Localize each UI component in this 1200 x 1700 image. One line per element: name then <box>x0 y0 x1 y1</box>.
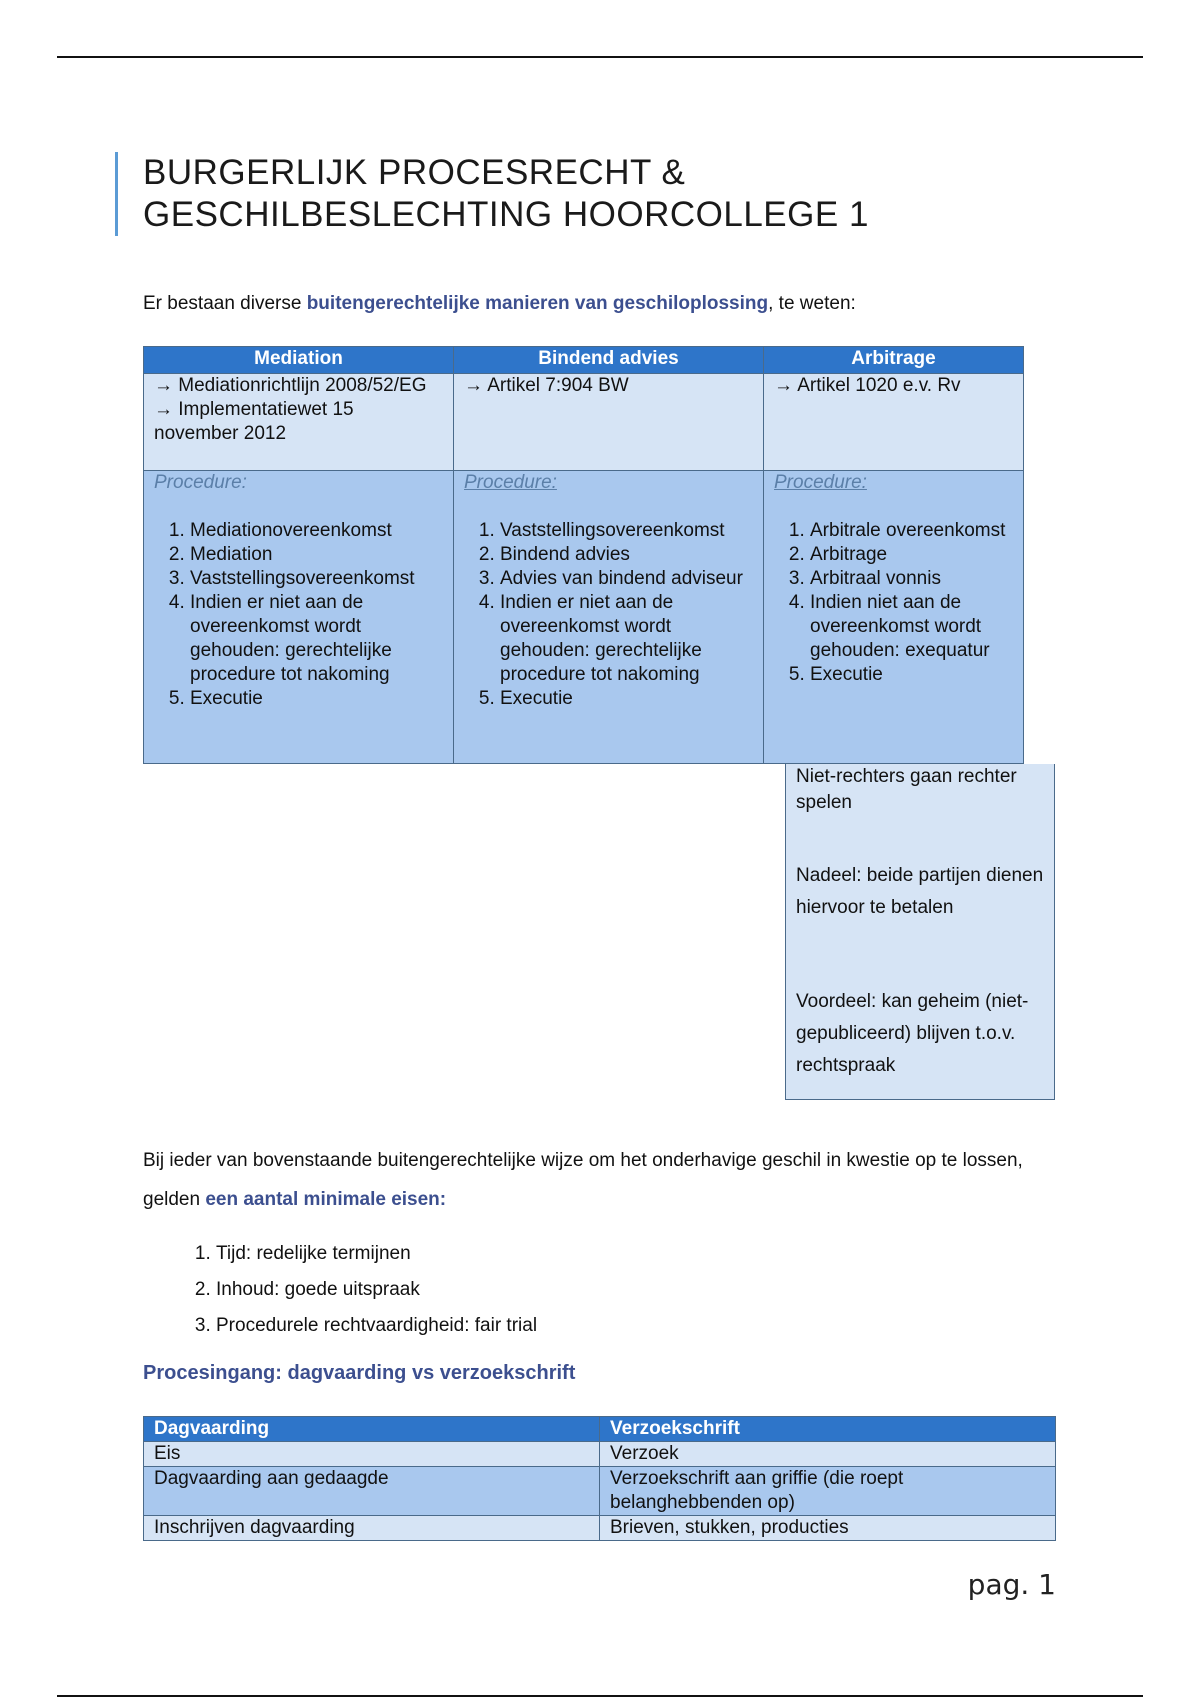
arbitrage-note-2: Nadeel: beide partijen dienen hiervoor te betalen <box>796 865 1044 918</box>
title-accent-bar <box>115 152 118 236</box>
header-bindend-advies: Bindend advies <box>454 347 764 374</box>
bottom-rule <box>57 1695 1143 1697</box>
requirements-paragraph <box>143 1141 1083 1219</box>
legal-basis-row <box>144 374 1024 471</box>
list-item: 4. Indien er niet aan de overeenkomst wordt gehouden: gerechtelijke procedure tot nakoming <box>190 591 443 687</box>
table-cell: Verzoekschrift aan griffie (die roept belanghebbenden op) <box>600 1467 1056 1516</box>
procesingang-header-row <box>144 1417 1056 1442</box>
arbitrage-steps <box>774 519 1013 687</box>
legal-arbitrage-1: → Artikel 1020 e.v. Rv <box>774 375 961 396</box>
header-arbitrage: Arbitrage <box>764 347 1024 374</box>
intro-highlight: buitengerechtelijke manieren van geschiloplossing <box>306 293 769 314</box>
list-item: 2. Arbitrage <box>810 543 1013 567</box>
legal-mediation-2: → Implementatiewet 15 november 2012 <box>154 399 354 444</box>
header-mediation: Mediation <box>144 347 454 374</box>
page-number: pag. 1 <box>967 1568 1056 1601</box>
procedure-label: Procedure: <box>154 472 247 493</box>
procedure-row <box>144 471 1024 764</box>
procedure-arbitrage <box>764 471 1024 764</box>
list-item: 5. Executie <box>500 687 753 711</box>
list-item: 5. Executie <box>810 663 1013 687</box>
header-dagvaarding: Dagvaarding <box>144 1417 600 1442</box>
title-line-2: GESCHILBESLECHTING HOORCOLLEGE 1 <box>143 195 869 234</box>
intro-paragraph <box>143 290 1083 318</box>
legal-mediation <box>144 374 454 471</box>
list-item: 3. Arbitraal vonnis <box>810 567 1013 591</box>
procedure-mediation <box>144 471 454 764</box>
requirements-text-before: Bij ieder van bovenstaande buitengerechtelijke wijze om het onderhavige geschil in kwestie op te lossen, gelden <box>143 1150 1023 1210</box>
table-row <box>144 1442 1056 1467</box>
legal-mediation-1: → Mediationrichtlijn 2008/52/EG <box>154 375 427 396</box>
procedure-label: Procedure: <box>774 472 867 493</box>
procedure-label: Procedure: <box>464 472 557 493</box>
list-item: 2. Mediation <box>190 543 443 567</box>
header-verzoekschrift: Verzoekschrift <box>600 1417 1056 1442</box>
list-item: 1. Mediationovereenkomst <box>190 519 443 543</box>
methods-table <box>143 346 1024 764</box>
title-line-1: BURGERLIJK PROCESRECHT & <box>143 153 686 192</box>
list-item: 5. Executie <box>190 687 443 711</box>
list-item: 3. Advies van bindend adviseur <box>500 567 753 591</box>
procedure-bindend-advies <box>454 471 764 764</box>
top-rule <box>57 56 1143 58</box>
legal-bindend-advies-1: → Artikel 7:904 BW <box>464 375 629 396</box>
table-cell: Inschrijven dagvaarding <box>144 1516 600 1541</box>
list-item: 3. Procedurele rechtvaardigheid: fair trial <box>216 1308 537 1344</box>
intro-text-after: , te weten: <box>768 293 856 314</box>
requirements-text-after: : <box>439 1189 447 1210</box>
arbitrage-note-1: Niet-rechters gaan rechter spelen <box>796 766 1017 813</box>
list-item: 2. Inhoud: goede uitspraak <box>216 1272 537 1308</box>
legal-arbitrage <box>764 374 1024 471</box>
table-row <box>144 1467 1056 1516</box>
page-title <box>143 152 869 236</box>
requirements-list <box>178 1236 537 1344</box>
list-item: 1. Tijd: redelijke termijnen <box>216 1236 537 1272</box>
arbitrage-notes <box>785 764 1055 1100</box>
mediation-steps <box>154 519 443 711</box>
list-item: 3. Vaststellingsovereenkomst <box>190 567 443 591</box>
table-row <box>144 1516 1056 1541</box>
bindend-advies-steps <box>464 519 753 711</box>
list-item: 4. Indien niet aan de overeenkomst wordt gehouden: exequatur <box>810 591 1013 663</box>
procesingang-table <box>143 1416 1056 1541</box>
list-item: 1. Vaststellingsovereenkomst <box>500 519 753 543</box>
arbitrage-note-3: Voordeel: kan geheim (niet-gepubliceerd) blijven t.o.v. rechtspraak <box>796 991 1029 1076</box>
table-cell: Eis <box>144 1442 600 1467</box>
table-cell: Brieven, stukken, producties <box>600 1516 1056 1541</box>
table-cell: Verzoek <box>600 1442 1056 1467</box>
section-heading: Procesingang: dagvaarding vs verzoekschrift <box>143 1362 576 1384</box>
list-item: 2. Bindend advies <box>500 543 753 567</box>
document-title <box>115 152 1075 236</box>
requirements-highlight: een aantal minimale eisen <box>205 1189 440 1210</box>
table-cell: Dagvaarding aan gedaagde <box>144 1467 600 1516</box>
legal-bindend-advies <box>454 374 764 471</box>
list-item: 1. Arbitrale overeenkomst <box>810 519 1013 543</box>
intro-text-before: Er bestaan diverse <box>143 293 307 314</box>
list-item: 4. Indien er niet aan de overeenkomst wordt gehouden: gerechtelijke procedure tot nakoming <box>500 591 753 687</box>
methods-header-row <box>144 347 1024 374</box>
